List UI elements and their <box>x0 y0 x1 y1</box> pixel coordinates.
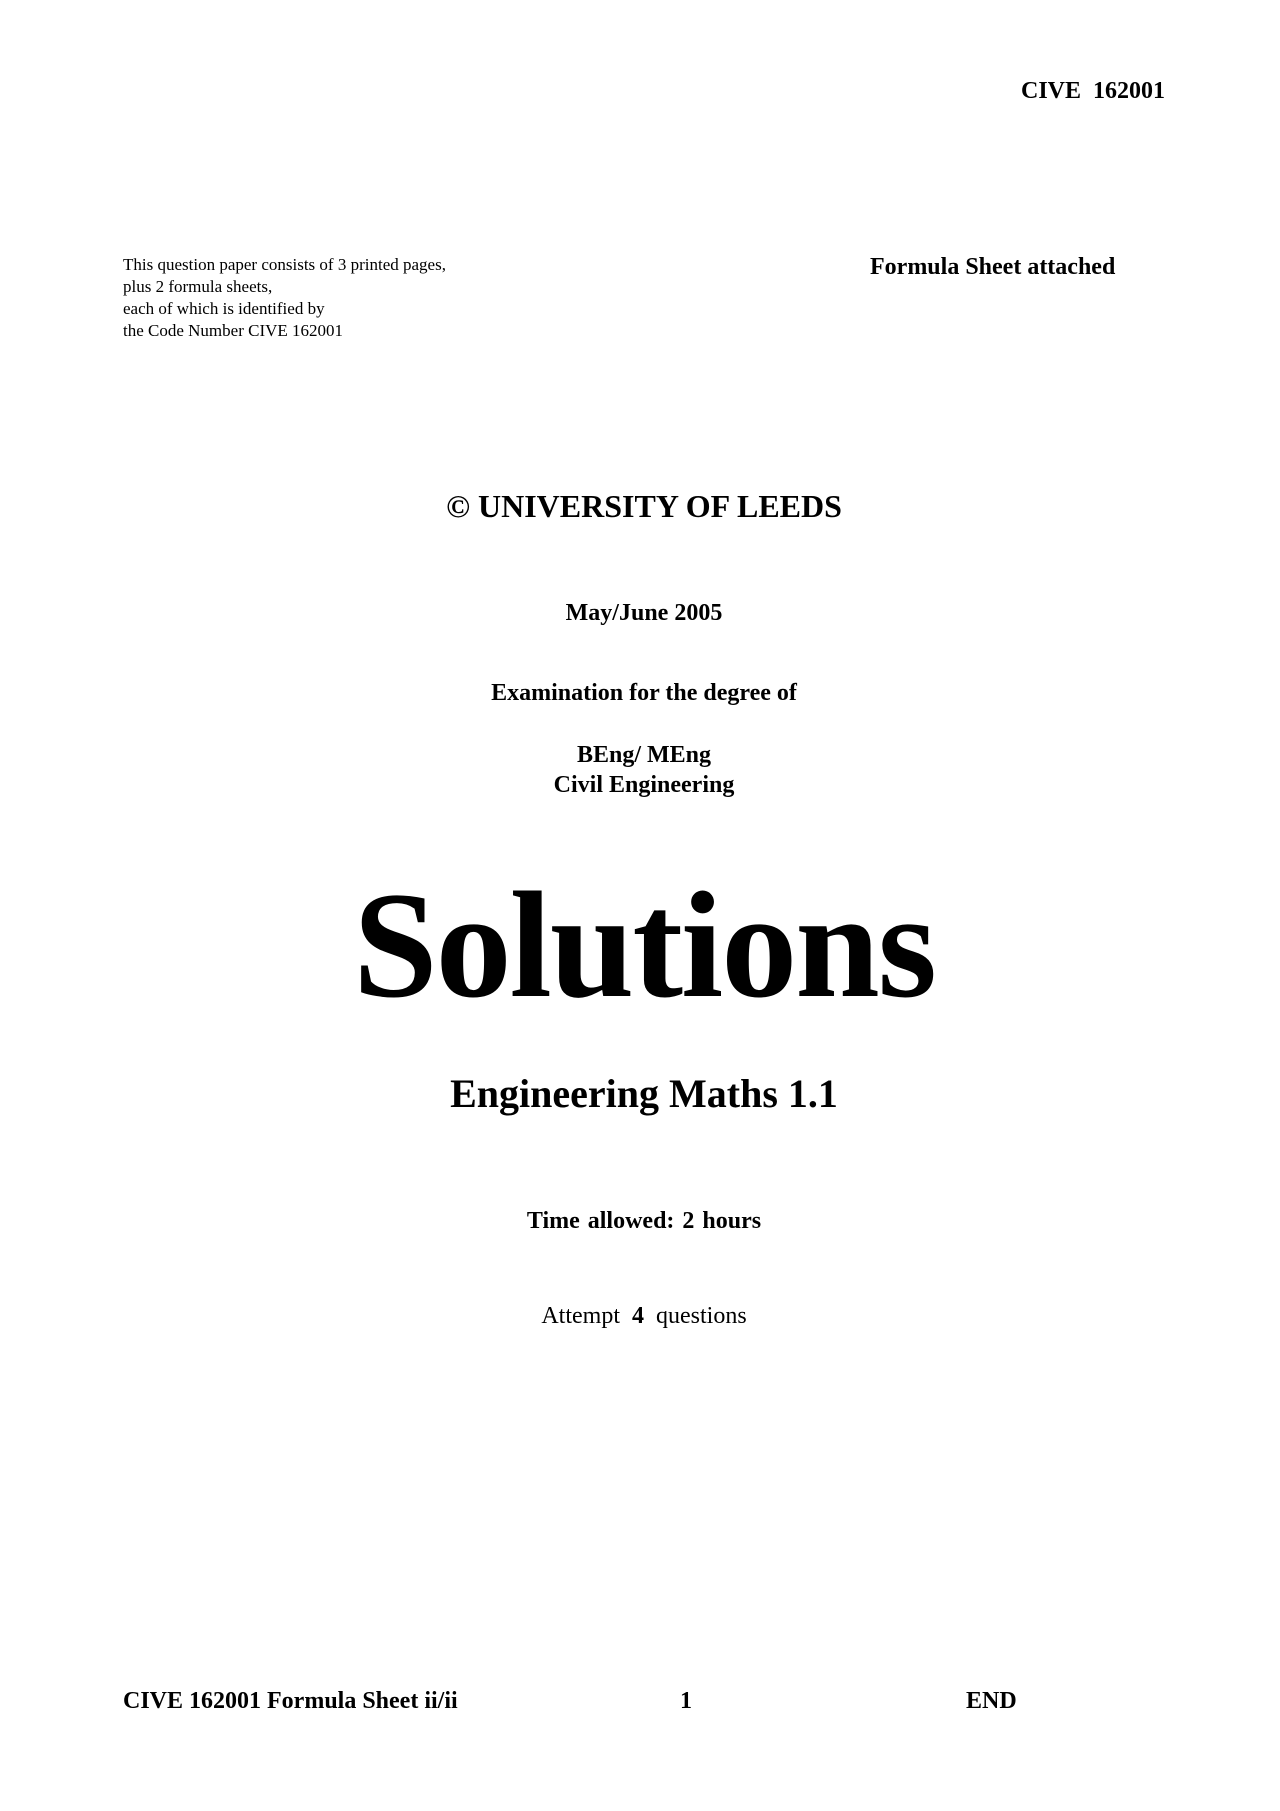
paper-info-line: plus 2 formula sheets, <box>123 277 273 296</box>
degree-name: BEng/ MEng <box>576 742 712 768</box>
exam-description: Examination for the degree of <box>491 680 797 706</box>
footer-end-label: END <box>966 1688 1017 1714</box>
attempt-suffix: questions <box>643 1303 747 1329</box>
paper-info-line: the Code Number CIVE 162001 <box>123 321 344 340</box>
subject-title: Engineering Maths 1.1 <box>450 1071 838 1116</box>
attempt-instruction <box>0 1303 1280 1330</box>
degree-block <box>0 740 1280 800</box>
footer-sheet-label: CIVE 162001 Formula Sheet ii/ii <box>123 1688 458 1714</box>
attempt-number: 4 <box>631 1303 644 1329</box>
university-name: © UNIVERSITY OF LEEDS <box>446 488 842 524</box>
degree-programme: Civil Engineering <box>553 772 735 798</box>
footer-page-number: 1 <box>680 1688 692 1714</box>
paper-info-line: This question paper consists of 3 printed pages, <box>123 255 446 274</box>
formula-sheet-note: Formula Sheet attached <box>870 254 1116 280</box>
solutions-title: Solutions <box>353 861 935 1029</box>
exam-date: May/June 2005 <box>565 600 723 626</box>
paper-code-header: CIVE 162001 <box>1020 78 1165 104</box>
paper-info-block <box>123 254 446 342</box>
attempt-prefix: Attempt <box>541 1303 632 1329</box>
paper-info-line: each of which is identified by <box>123 299 325 318</box>
time-allowed: Time allowed: 2 hours <box>526 1208 762 1234</box>
